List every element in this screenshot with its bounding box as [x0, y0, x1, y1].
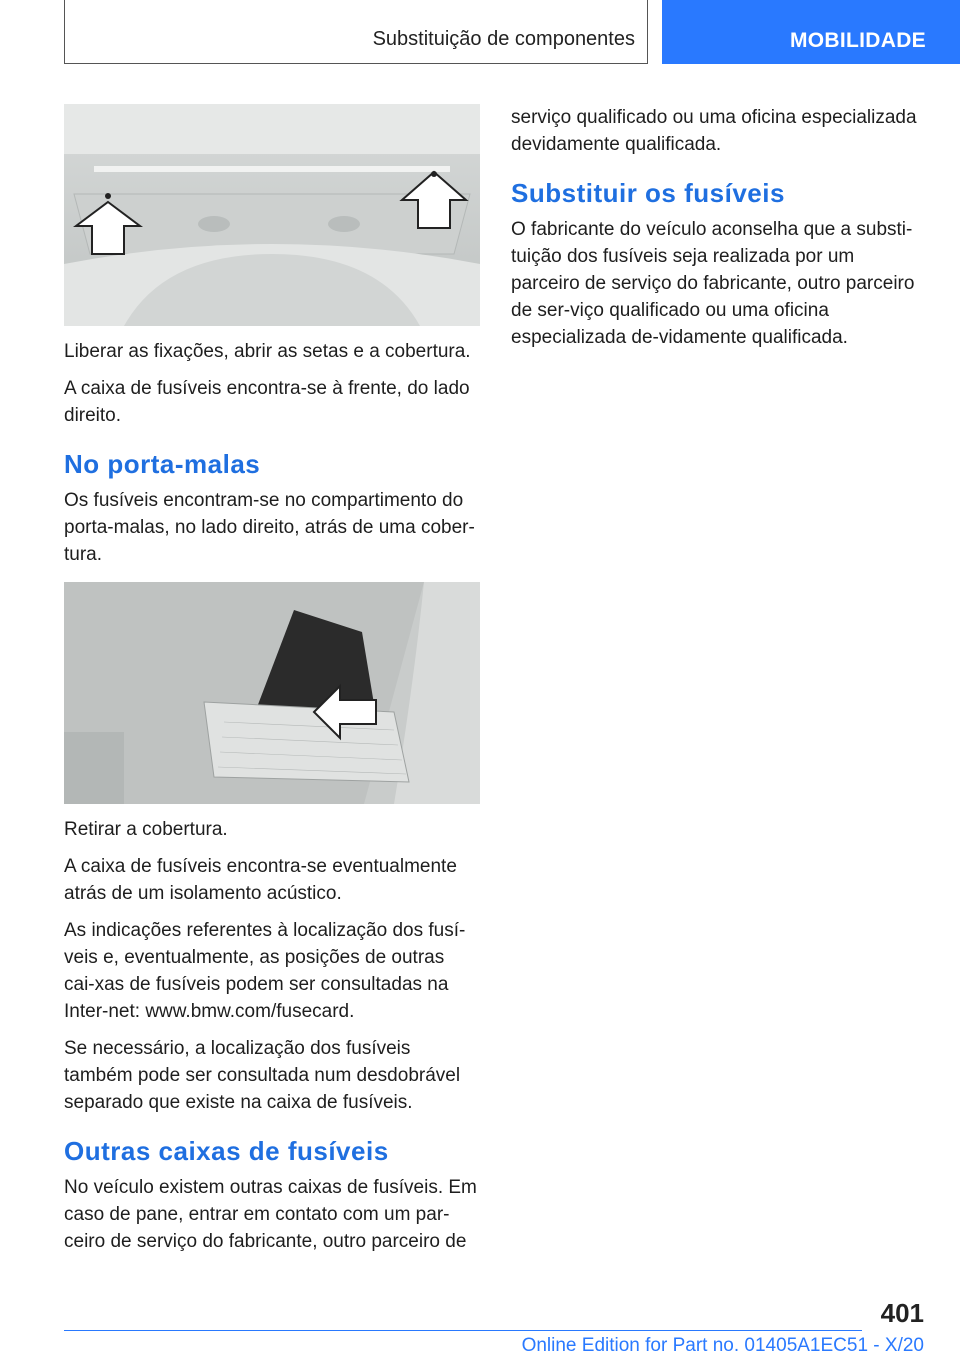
paragraph-fold-out-leaflet: Se necessário, a localização dos fusíveis também pode ser consultada num desdobrável separado que existe na caixa de fusíveis.	[64, 1038, 461, 1113]
chapter-tab-label: MOBILIDADE	[790, 29, 926, 52]
paragraph-fusebox-front-right: A caixa de fusíveis encontra-se à frente, do lado direito.	[64, 378, 470, 426]
paragraph-luggage-fuses: Os fusíveis encontram-se no compartimento do porta-malas, no lado direito, atrás de uma cober-tura.	[64, 490, 475, 565]
paragraph-replace-fuses: O fabricante do veículo aconselha que a substi-tuição dos fusíveis seja realizada por um parceiro de serviço do fabricante, outro parceiro de ser-viço qualificado ou uma oficina especializada de-vidamente qualificada.	[511, 219, 915, 348]
heading-replace-fuses: Substituir os fusíveis	[511, 178, 785, 208]
paragraph-qualified-workshop: serviço qualificado ou uma oficina especializada devidamente qualificada.	[511, 107, 917, 155]
chapter-tab[interactable]	[662, 0, 960, 64]
left-column	[64, 104, 480, 1265]
heading-other-fuse-boxes: Outras caixas de fusíveis	[64, 1136, 389, 1166]
paragraph-other-fuse-boxes: No veículo existem outras caixas de fusíveis. Em caso de pane, entrar em contato com um par-ceiro de serviço do fabricante, outro parceiro de	[64, 1177, 477, 1252]
caption-remove-cover: Retirar a cobertura.	[64, 819, 228, 840]
footer-edition-text: Online Edition for Part no. 01405A1EC51 - X/20	[521, 1335, 924, 1356]
page-number: 401	[880, 1298, 924, 1328]
header-section-box	[64, 0, 648, 64]
paragraph-fusecard-info: As indicações referentes à localização dos fusí-veis e, eventualmente, as posições de outras cai-xas de fusíveis podem ser consultadas na Inter-net: www.bmw.com/fusecard.	[64, 920, 466, 1022]
fuse-cover-front-photo	[64, 104, 480, 326]
paragraph-acoustic-insulation: A caixa de fusíveis encontra-se eventualmente atrás de um isolamento acústico.	[64, 856, 457, 904]
footer-divider	[64, 1330, 862, 1331]
right-column	[511, 104, 927, 361]
heading-luggage-compartment: No porta-malas	[64, 449, 261, 479]
caption-release-fixings: Liberar as fixações, abrir as setas e a cobertura.	[64, 341, 471, 362]
luggage-cover-photo	[64, 582, 480, 804]
header-section-title: Substituição de componentes	[372, 28, 635, 50]
